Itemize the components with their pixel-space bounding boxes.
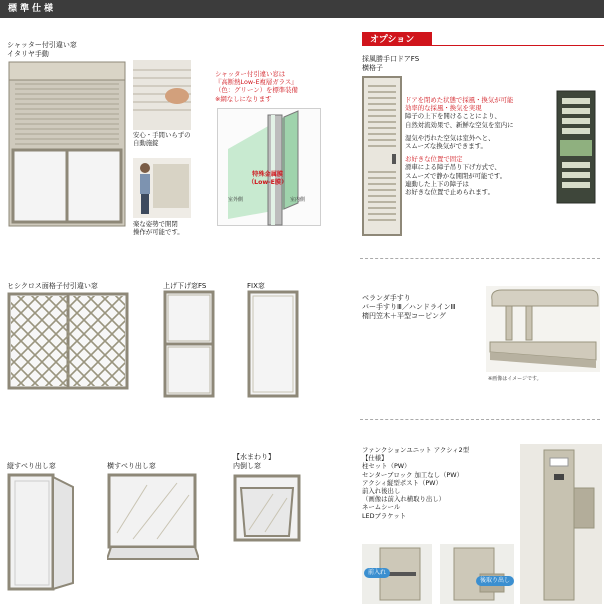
- desc-line: 障子の上下を開けることにより、: [405, 112, 501, 121]
- option-tag: [362, 32, 432, 46]
- note-line: ※網なしになります: [215, 94, 272, 103]
- desc-line: 自然対流効果で、新鮮な空気を室内に: [405, 120, 514, 129]
- unit-spec-line: LEDブラケット: [362, 511, 407, 520]
- standard-header: [0, 0, 604, 18]
- shutter-title: シャッター付引違い窓: [7, 41, 77, 49]
- handrail-note: ※画像はイメージです。: [488, 376, 542, 382]
- desc-line: 滑車による障子吊り下げ方式で、: [405, 163, 501, 172]
- uchitaoshi-title-line: 内倒し窓: [233, 461, 261, 470]
- desc-line: 湿気や汚れた空気は室外へと、: [405, 133, 495, 142]
- desc-line: スムーズで静かな開閉が可能です。: [405, 171, 507, 180]
- door-detail-image: [556, 90, 596, 204]
- auto-lock-photo: [133, 60, 191, 130]
- door-subtitle: 横格子: [362, 63, 383, 72]
- shutter-subtitle: イタリヤ手動: [7, 49, 49, 58]
- back-takeout-photo: [440, 544, 514, 604]
- note-line: シャッター付引違い窓は: [215, 70, 286, 78]
- front-insert-badge: [364, 568, 390, 578]
- option-underline: [432, 45, 604, 46]
- yoko-window-image: [107, 473, 199, 563]
- handrail-title-line: ベランダ手すり: [362, 294, 411, 302]
- lowe-glass-illustration: [217, 108, 321, 226]
- door-image: [362, 76, 402, 236]
- handrail-title-line: 楕円笠木＋平型コーピング: [362, 311, 446, 320]
- front-insert-label: 前入れ: [368, 569, 387, 576]
- handrail-image: [486, 286, 600, 372]
- easy-operation-caption: [133, 220, 184, 236]
- fix-title: FIX窓: [247, 282, 265, 290]
- desc-line: 連動した上下の障子は: [405, 179, 469, 188]
- auto-lock-caption: [133, 131, 191, 147]
- hishi-window-image: [7, 292, 129, 390]
- desc-highlight: 効率的な採風・換気を実現: [405, 104, 482, 113]
- unit-spec-line: （画像は前入れ横取り出し）: [362, 495, 446, 504]
- yoko-title: 横すべり出し窓: [107, 462, 156, 470]
- tate-window-image: [7, 473, 77, 593]
- unit-spec-line: 前入れ後出し: [362, 486, 401, 495]
- glass-note: [215, 70, 298, 103]
- shutter-title-block: [7, 41, 77, 59]
- ageshita-window-image: [163, 290, 215, 398]
- handrail-title-line: バー手すりⅢ／ハンドラインⅢ: [362, 302, 456, 311]
- unit-spec-line: 【仕様】: [362, 454, 388, 463]
- note-line: （色：グリーン）を標準装備: [215, 86, 298, 95]
- uchitaoshi-window-image: [233, 474, 301, 544]
- uchitaoshi-title-block: [233, 453, 275, 471]
- caption-line: 操作が可能です。: [133, 228, 184, 237]
- unit-spec-line: ネームシール: [362, 503, 401, 512]
- divider: [360, 419, 600, 420]
- lowe-film-label: [248, 171, 287, 187]
- ageshita-title: 上げ下げ窓FS: [163, 282, 207, 290]
- caption-line: 安心・手間いらずの: [133, 131, 191, 139]
- desc-highlight: ドアを閉めた状態で採風・換気が可能: [405, 96, 514, 104]
- shutter-window-image: [7, 60, 127, 230]
- hishi-title: ヒシクロス面格子付引違い窓: [7, 282, 98, 290]
- caption-line: 楽な姿勢で開閉: [133, 220, 178, 228]
- back-takeout-badge: [476, 576, 514, 586]
- film-label-line: 特殊金属膜: [252, 171, 284, 178]
- desc-line: お好きな位置で止められます。: [405, 187, 494, 196]
- option-tag-label: オプション: [370, 35, 415, 45]
- unit-spec-line: アクシィ縦型ポスト（PW）: [362, 478, 442, 487]
- unit-spec-line: 柱セット（PW）: [362, 462, 411, 471]
- unit-spec-block: [362, 446, 469, 520]
- outdoor-label: 室外側: [228, 197, 244, 203]
- unit-title: ファンクションユニット アクシィ2型: [362, 446, 470, 454]
- uchitaoshi-title-line: 【水まわり】: [233, 453, 275, 461]
- note-line: 『高断熱Low-E複層ガラス』: [215, 78, 298, 87]
- desc-line: スムーズな換気ができます。: [405, 141, 487, 150]
- door-title-block: [362, 55, 419, 73]
- door-description: [405, 96, 514, 196]
- fix-window-image: [247, 290, 299, 398]
- film-label-line: （Low-E膜）: [248, 178, 288, 186]
- indoor-label: 室内側: [290, 197, 306, 203]
- lowe-glass-diagram: [218, 109, 322, 227]
- desc-highlight: お好きな位置で固定: [405, 155, 463, 164]
- back-takeout-label: 後取り出し: [480, 577, 511, 584]
- unit-spec-line: センターブロック 加工なし（PW）: [362, 470, 463, 479]
- handrail-title-block: [362, 294, 455, 320]
- function-unit-image: [520, 444, 602, 604]
- door-title: 採風勝手口ドアFS: [362, 55, 420, 63]
- easy-operation-photo: [133, 158, 191, 218]
- standard-header-label: 標準仕様: [8, 4, 57, 14]
- divider: [360, 258, 600, 259]
- caption-line: 自動施錠: [133, 139, 159, 148]
- tate-title: 縦すべり出し窓: [7, 462, 56, 470]
